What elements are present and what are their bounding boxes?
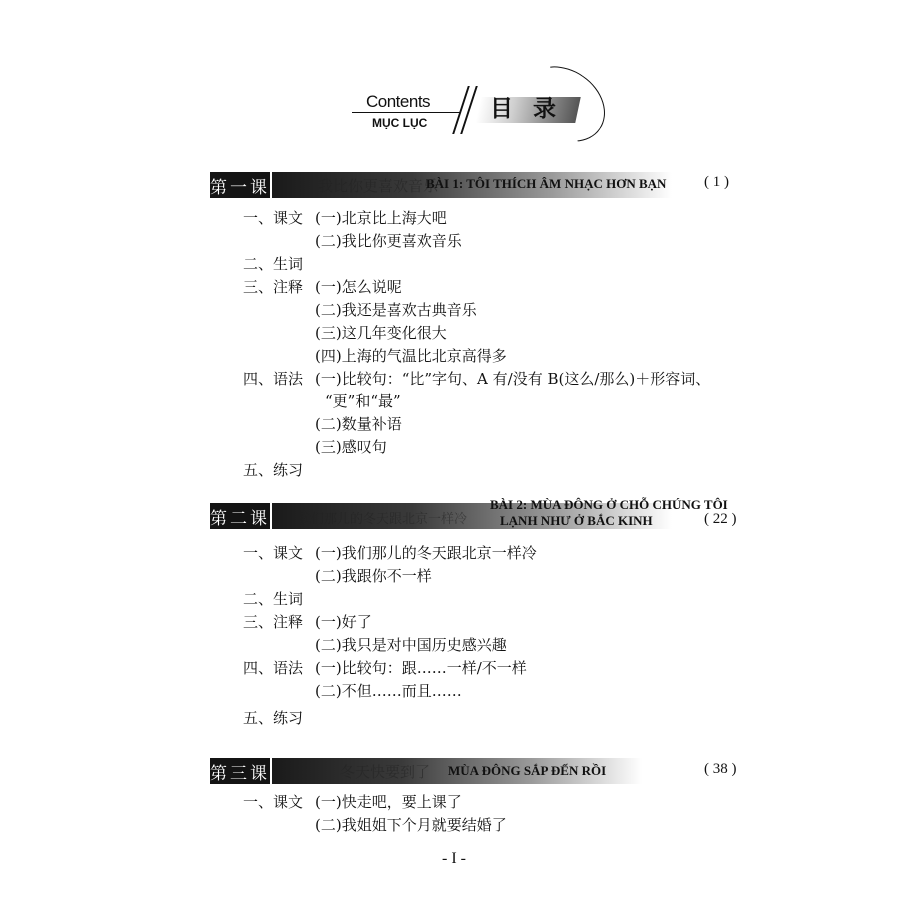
lesson-page-number: ( 1 ) xyxy=(704,174,729,190)
lesson-cn-title: 我们那儿的冬天跟北京一样冷 xyxy=(298,512,468,527)
lesson-badge: 第二课 xyxy=(210,503,270,529)
lesson-1-bar xyxy=(210,172,680,198)
lesson-vi-title-line2: LẠNH NHƯ Ở BẮC KINH xyxy=(500,513,653,528)
lesson-cn-title: 我比你更喜欢音乐 xyxy=(318,177,439,195)
lesson-3-bar xyxy=(210,758,650,784)
section-label: 四、语法 xyxy=(243,659,304,677)
title-cn: 目 录 xyxy=(490,95,563,122)
contents-title-en: Contents xyxy=(366,92,431,111)
lesson-vi-title-line1: BÀI 2: MÙA ĐÔNG Ở CHỖ CHÚNG TÔI xyxy=(490,497,728,512)
section-label: 二、生词 xyxy=(243,255,304,273)
section-label: 一、课文 xyxy=(243,793,304,811)
list-item: (一)好了 xyxy=(315,613,372,631)
list-item-continued: “更”和“最” xyxy=(325,392,401,410)
section-label: 一、课文 xyxy=(243,209,304,227)
list-item: (二)我姐姐下个月就要结婚了 xyxy=(315,816,507,834)
lesson-page-number: ( 38 ) xyxy=(704,761,737,777)
lesson-vi-title: MÙA ĐÔNG SẮP ĐẾN RỒI xyxy=(448,763,607,778)
list-item: (三)这几年变化很大 xyxy=(315,324,447,342)
section-label: 一、课文 xyxy=(243,544,304,562)
header-slash xyxy=(460,86,477,134)
list-item: (二)我比你更喜欢音乐 xyxy=(315,232,462,250)
lesson-cn-title: 冬天快要到了 xyxy=(340,763,431,781)
list-item: (一)比较句：跟……一样/不一样 xyxy=(315,659,527,677)
list-item: (二)不但……而且…… xyxy=(315,682,462,700)
page-number: - I - xyxy=(442,850,466,867)
lesson-vi-title: BÀI 1: TÔI THÍCH ÂM NHẠC HƠN BẠN xyxy=(426,176,667,191)
list-item: (二)我跟你不一样 xyxy=(315,567,432,585)
lesson-badge: 第一课 xyxy=(210,172,270,198)
list-item: (一)快走吧，要上课了 xyxy=(315,793,462,811)
list-item: (二)数量补语 xyxy=(315,415,402,433)
list-item: (一)北京比上海大吧 xyxy=(315,209,447,227)
section-label: 三、注释 xyxy=(243,613,304,631)
list-item: (一)比较句：“比”字句、A 有/没有 B(这么/那么)＋形容词、 xyxy=(315,370,711,388)
contents-title-vi: MỤC LỤC xyxy=(372,116,428,130)
list-item: (一)怎么说呢 xyxy=(315,278,402,296)
list-item: (二)我还是喜欢古典音乐 xyxy=(315,301,477,319)
section-label: 二、生词 xyxy=(243,590,304,608)
lesson-page-number: ( 22 ) xyxy=(704,511,737,527)
header-rule xyxy=(352,112,460,113)
section-label: 五、练习 xyxy=(243,461,304,479)
section-label: 五、练习 xyxy=(243,709,304,727)
list-item: (三)感叹句 xyxy=(315,438,387,456)
list-item: (四)上海的气温比北京高得多 xyxy=(315,347,507,365)
lesson-badge: 第三课 xyxy=(210,758,270,784)
list-item: (二)我只是对中国历史感兴趣 xyxy=(315,636,507,654)
list-item: (一)我们那儿的冬天跟北京一样冷 xyxy=(315,544,537,562)
header-arc xyxy=(508,51,619,157)
section-label: 四、语法 xyxy=(243,370,304,388)
section-label: 三、注释 xyxy=(243,278,304,296)
